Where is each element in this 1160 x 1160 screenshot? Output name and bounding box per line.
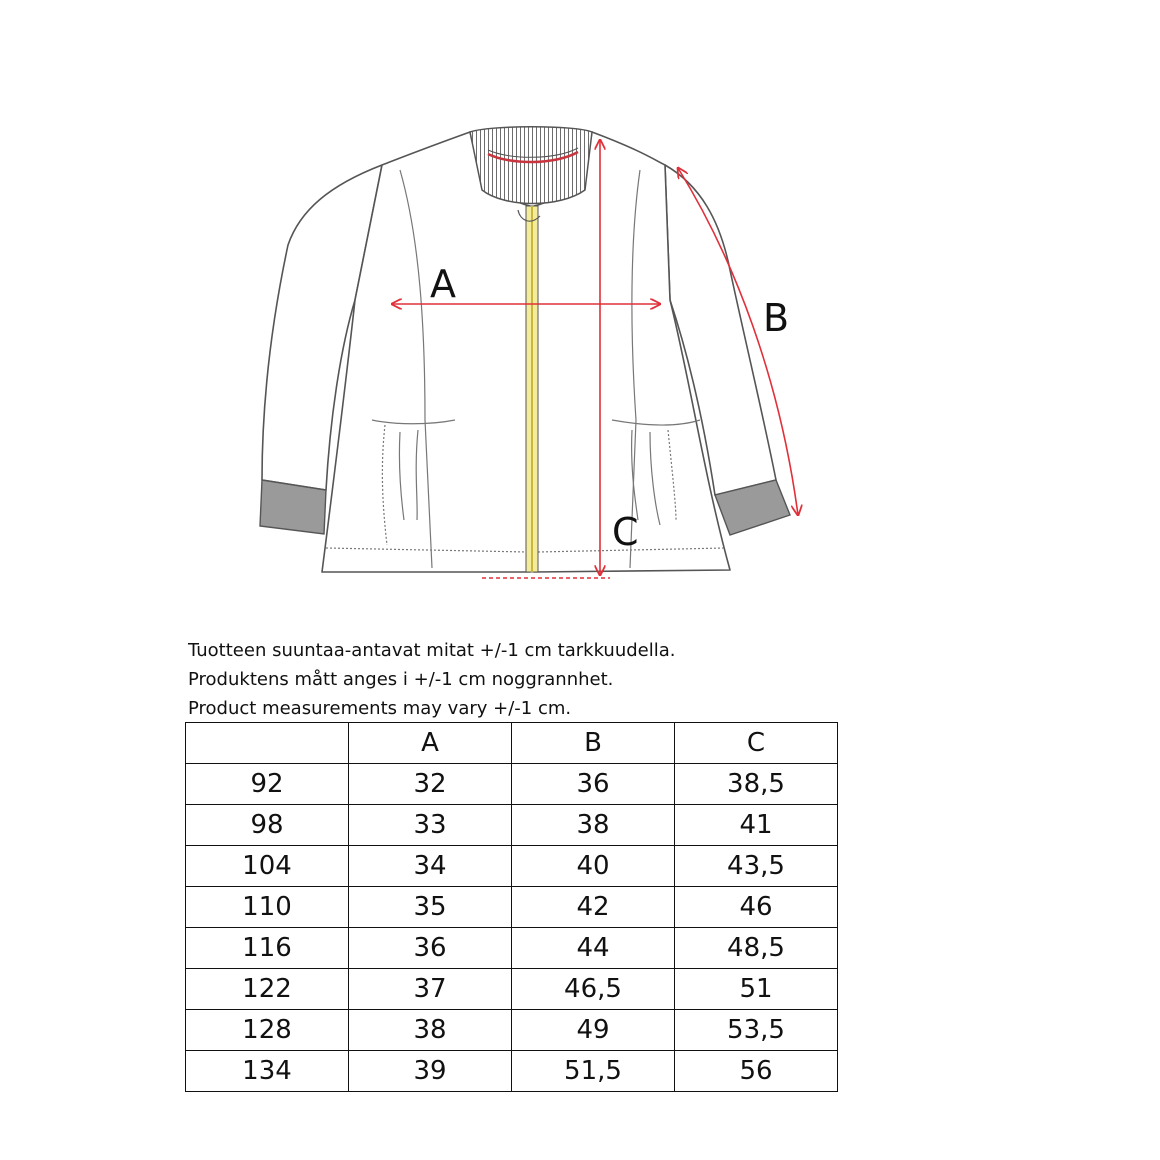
dimension-b-label: B	[763, 296, 790, 340]
c-cell: 56	[675, 1051, 838, 1092]
a-cell: 37	[349, 969, 512, 1010]
size-cell: 116	[186, 928, 349, 969]
table-row	[186, 764, 838, 805]
b-cell: 51,5	[512, 1051, 675, 1092]
c-cell: 51	[675, 969, 838, 1010]
a-cell: 34	[349, 846, 512, 887]
size-cell: 104	[186, 846, 349, 887]
c-cell: 46	[675, 887, 838, 928]
size-cell: 98	[186, 805, 349, 846]
b-cell: 42	[512, 887, 675, 928]
c-cell: 41	[675, 805, 838, 846]
b-cell: 36	[512, 764, 675, 805]
size-chart-table	[185, 722, 838, 1092]
a-cell: 35	[349, 887, 512, 928]
note-english: Product measurements may vary +/-1 cm.	[188, 698, 572, 719]
a-cell: 38	[349, 1010, 512, 1051]
c-cell: 48,5	[675, 928, 838, 969]
note-finnish: Tuotteen suuntaa-antavat mitat +/-1 cm tarkkuudella.	[188, 640, 676, 661]
b-cell: 49	[512, 1010, 675, 1051]
left-cuff	[260, 480, 326, 534]
a-cell: 32	[349, 764, 512, 805]
table-row	[186, 928, 838, 969]
table-row	[186, 969, 838, 1010]
b-cell: 40	[512, 846, 675, 887]
table-row	[186, 1051, 838, 1092]
header-size	[186, 723, 349, 764]
b-cell: 44	[512, 928, 675, 969]
table-header-row	[186, 723, 838, 764]
size-cell: 110	[186, 887, 349, 928]
size-cell: 134	[186, 1051, 349, 1092]
size-cell: 122	[186, 969, 349, 1010]
b-cell: 38	[512, 805, 675, 846]
b-cell: 46,5	[512, 969, 675, 1010]
size-cell: 128	[186, 1010, 349, 1051]
a-cell: 39	[349, 1051, 512, 1092]
header-c: C	[675, 723, 838, 764]
collar	[470, 127, 592, 204]
c-cell: 53,5	[675, 1010, 838, 1051]
dimension-a-label: A	[430, 262, 456, 306]
table-row	[186, 1010, 838, 1051]
dimension-c-label: C	[612, 510, 639, 554]
header-a: A	[349, 723, 512, 764]
c-cell: 38,5	[675, 764, 838, 805]
header-b: B	[512, 723, 675, 764]
table-row	[186, 805, 838, 846]
size-cell: 92	[186, 764, 349, 805]
measurement-notes	[188, 636, 676, 723]
note-swedish: Produktens mått anges i +/-1 cm noggrannhet.	[188, 669, 614, 690]
table-row	[186, 846, 838, 887]
a-cell: 33	[349, 805, 512, 846]
a-cell: 36	[349, 928, 512, 969]
c-cell: 43,5	[675, 846, 838, 887]
table-row	[186, 887, 838, 928]
